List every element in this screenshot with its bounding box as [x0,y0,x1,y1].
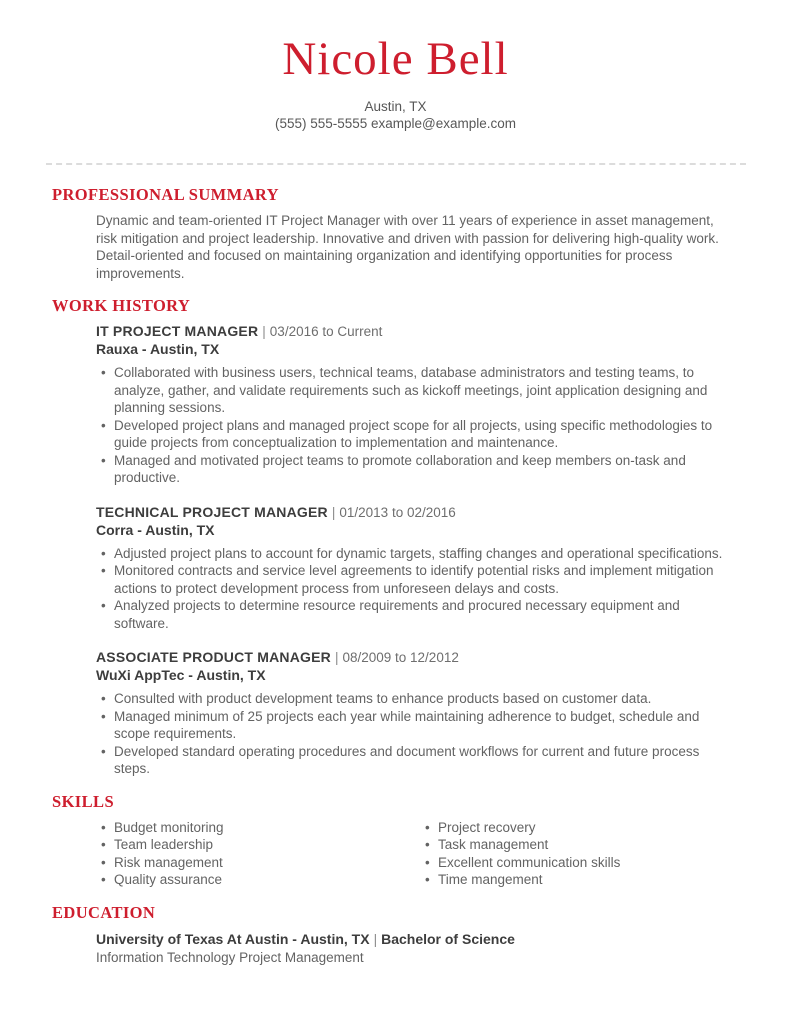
pipe-separator: | [331,504,336,520]
section-heading-professional-summary: PROFESSIONAL SUMMARY [52,185,279,204]
skills-column-left [96,819,420,889]
skill-item: • Quality assurance [114,871,420,889]
job-dates: 03/2016 to Current [269,324,383,339]
job-entry [96,323,735,487]
job-title: IT PROJECT MANAGER [96,323,259,339]
section-heading-education: EDUCATION [52,902,156,922]
section-heading-work-history: WORK HISTORY [52,296,191,315]
pipe-separator: | [334,650,339,665]
job-bullet: • Managed and motivated project teams to promote collaboration and keep members on-task and productive. [114,452,735,487]
skills-column-right [420,819,735,889]
skill-item: • Project recovery [438,819,735,837]
education-program: Information Technology Project Management [96,949,364,965]
skill-item: • Budget monitoring [114,819,420,837]
pipe-separator: | [373,931,378,947]
candidate-name: Nicole Bell [282,33,509,85]
resume-body [0,185,791,967]
job-bullet: • Developed standard operating procedures and document workflows for current and future process steps. [114,743,735,778]
job-title: TECHNICAL PROJECT MANAGER [96,503,328,520]
job-company: WuXi AppTec - Austin, TX [96,667,266,683]
job-dates: 01/2013 to 02/2016 [339,504,456,520]
contact-block [0,98,791,132]
skill-item: • Time mangement [438,871,735,889]
job-title: ASSOCIATE PRODUCT MANAGER [96,649,331,665]
job-entry [96,649,735,778]
education-school: University of Texas At Austin - Austin, TX [96,930,370,947]
education-degree: Bachelor of Science [381,930,515,947]
job-company: Corra - Austin, TX [96,521,215,538]
skills-columns [96,819,735,889]
job-bullet: • Developed project plans and managed project scope for all projects, using specific methodologies to guide projects from conceptualization to implementation and maintenance. [114,417,735,452]
skill-item: • Risk management [114,854,420,872]
education-degree-line [96,930,735,949]
job-entry [96,504,735,633]
skill-item: • Team leadership [114,836,420,854]
location-text: Austin, TX [364,99,427,114]
skill-item: • Excellent communication skills [438,854,735,872]
job-bullet-list [96,545,735,633]
resume-header [0,0,791,132]
job-bullet: • Managed minimum of 25 projects each year while maintaining adherence to budget, schedule and scope requirements. [114,708,735,743]
dashed-divider [46,163,746,165]
job-company: Rauxa - Austin, TX [96,341,220,357]
job-bullet: • Monitored contracts and service level agreements to identify potential risks and implement mitigation actions to protect development process from unforeseen delays and costs. [114,562,735,597]
job-bullet: • Consulted with product development teams to enhance products based on customer data. [114,690,735,708]
job-bullet: • Analyzed projects to determine resource requirements and procured necessary equipment and software. [114,597,735,632]
job-bullet-list [96,364,735,487]
job-bullet: • Collaborated with business users, technical teams, database administrators and testing teams, to analyze, gather, and validate requirements such as kickoff meetings, joint application designing and planning sessions. [114,364,735,417]
section-heading-skills: SKILLS [52,791,115,811]
contact-line: (555) 555-5555 example@example.com [274,116,517,131]
skill-item: • Task management [438,836,735,854]
job-bullet: • Adjusted project plans to account for dynamic targets, staffing changes and operational specifications. [114,545,735,563]
job-bullet-list [96,690,735,778]
pipe-separator: | [262,324,266,339]
summary-text: Dynamic and team-oriented IT Project Manager with over 11 years of experience in asset management, risk mitigation and project leadership. Innovative and driven with passion for delivering high-quality work. Detail-oriented and focused on maintaining organization and identifying opportunities for process improvements. [96,213,719,281]
job-dates: 08/2009 to 12/2012 [342,650,459,665]
